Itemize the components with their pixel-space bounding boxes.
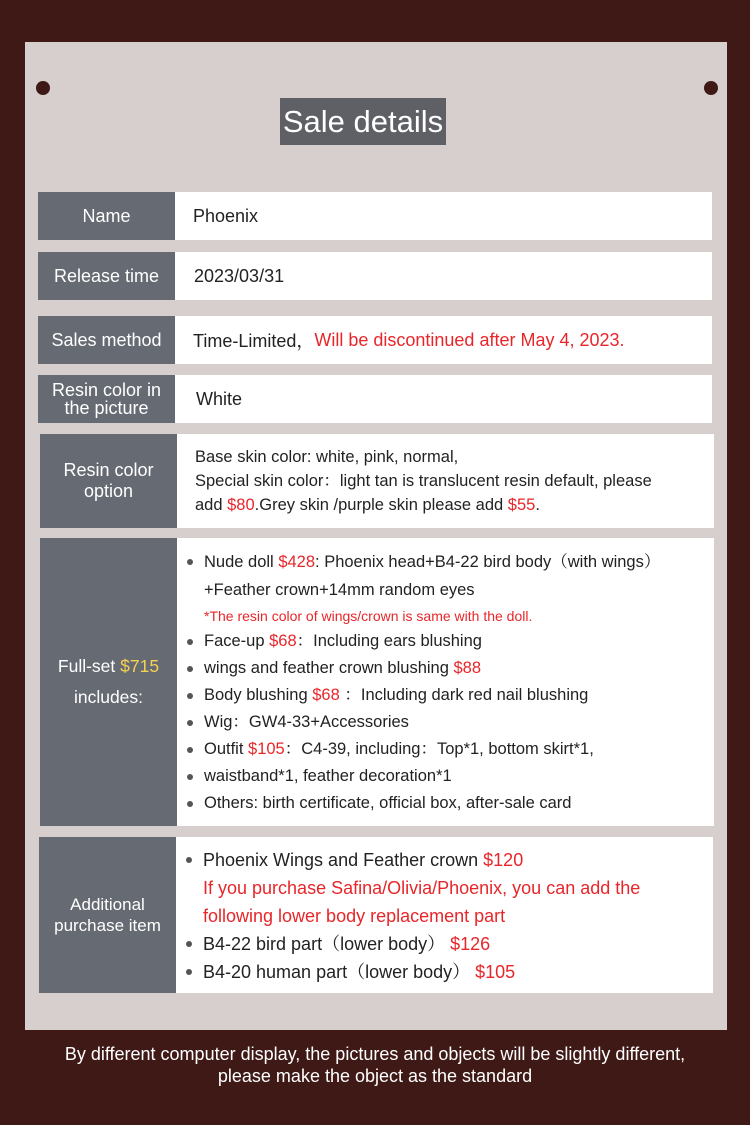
sales-method-text: Time-Limited， [193,331,315,351]
item-price: $68 [269,632,297,650]
list-item [187,765,714,788]
item-text: : Phoenix head+B4-22 bird body（with wings） [315,553,661,571]
list-item [186,930,713,958]
item-price: $105 [475,962,516,982]
item-price: $105 [248,740,285,758]
grey-purple-text: .Grey skin /purple skin please add [254,496,508,514]
additional-purchase-label: Additional purchase item [39,837,176,993]
item-price: $88 [453,659,482,677]
name-label: Name [38,192,175,240]
item-text: waistband*1, feather decoration*1 [204,767,452,785]
row-sales-method [38,316,712,364]
full-set-value [177,538,714,826]
row-additional-purchase [39,837,713,993]
full-set-label [40,538,177,826]
item-text: ：Including dark red nail blushing [339,686,589,704]
footer-line-2: please make the object as the standard [217,1066,533,1086]
full-set-text: Full-set [57,656,121,676]
item-price: $428 [278,553,316,571]
row-full-set [40,538,714,826]
price-55: $55 [507,496,536,514]
replacement-notice [186,874,713,930]
item-text: Wig：GW4-33+Accessories [204,713,409,731]
list-item-cont [187,575,714,606]
release-time-value: 2023/03/31 [175,252,712,300]
sales-method-value [175,316,712,364]
price-80: $80 [227,496,255,514]
list-item [187,657,714,680]
item-price: $126 [450,934,491,954]
list-item [187,626,714,657]
discontinue-notice: Will be discontinued after May 4, 2023. [314,329,625,350]
sale-details-card [25,42,727,1030]
special-skin-line: Special skin color：light tan is translucent resin default, please [195,472,652,490]
item-text: ：Including ears blushing [296,632,482,650]
list-item [186,958,713,986]
item-text: Nude doll [204,553,279,571]
list-item [187,680,714,711]
resin-color-picture-value: White [175,375,712,423]
period: . [535,496,540,514]
list-item [187,788,714,819]
row-release-time [38,252,712,300]
notice-text: If you purchase Safina/Olivia/Phoenix, you can add the following lower body replacement part [203,878,641,926]
footer-line-1: By different computer display, the pictures and objects will be slightly different, [64,1044,686,1064]
base-skin-line: Base skin color: white, pink, normal, [195,448,459,466]
item-text: B4-22 bird part（lower body） [203,934,451,954]
item-text: Others: birth certificate, official box, after-sale card [204,794,572,812]
includes-text: includes: [73,687,144,707]
resin-note [187,606,714,626]
item-price: $120 [483,850,524,870]
list-item [186,846,713,874]
pin-dot-left [36,81,50,95]
row-resin-color-picture [38,375,712,423]
item-text: Body blushing [204,686,313,704]
full-set-list [187,549,714,819]
item-text: wings and feather crown blushing [204,659,454,677]
row-resin-color-option [40,434,714,528]
footer-disclaimer [0,1043,750,1087]
add-text: add [195,496,228,514]
item-text: +Feather crown+14mm random eyes [204,581,475,599]
item-text: Phoenix Wings and Feather crown [203,850,484,870]
item-text: Outfit [204,740,249,758]
resin-color-option-label: Resin color option [40,434,177,528]
item-price: $68 [312,686,340,704]
pin-dot-right [704,81,718,95]
sales-method-label: Sales method [38,316,175,364]
note-text: *The resin color of wings/crown is same with the doll. [204,608,533,624]
page-title: Sale details [280,98,446,145]
item-text: ：C4-39, including：Top*1, bottom skirt*1, [284,740,594,758]
resin-color-option-value [177,434,714,528]
add-price-line [195,493,714,517]
row-name [38,192,712,240]
release-time-label: Release time [38,252,175,300]
list-item [187,734,714,765]
name-value: Phoenix [175,192,712,240]
list-item [187,711,714,734]
full-set-price: $715 [120,656,160,676]
resin-color-picture-label: Resin color in the picture [38,375,175,423]
item-text: B4-20 human part（lower body） [203,962,476,982]
item-text: Face-up [204,632,270,650]
list-item [187,549,714,575]
full-set-label-line1 [58,651,159,682]
additional-purchase-value [176,837,713,993]
additional-list [186,846,713,986]
